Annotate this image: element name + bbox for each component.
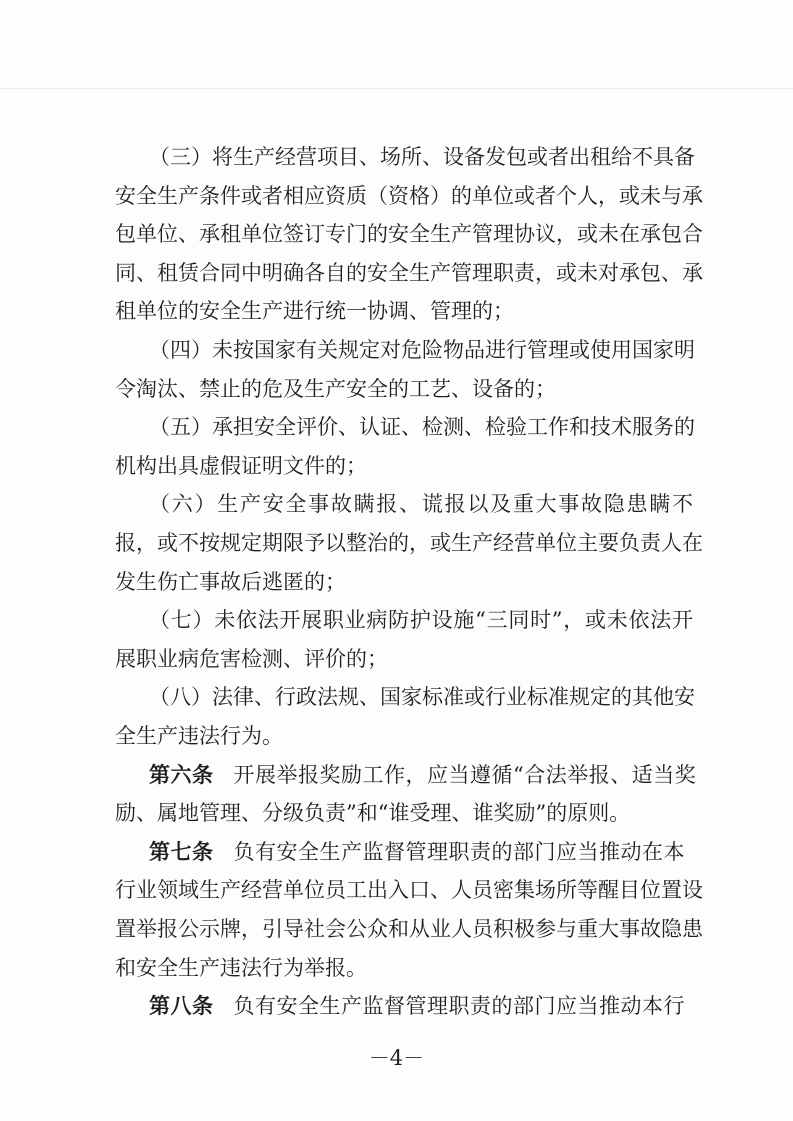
paragraph-line: 励、属地管理、分级负责”和“谁受理、谁奖励”的原则。	[115, 801, 631, 825]
paragraph-line: 行业领域生产经营单位员工出入口、人员密集场所等醒目位置设	[115, 878, 703, 902]
paragraph-line: 发生伤亡事故后逃匿的；	[115, 570, 346, 594]
paragraph-line: 令淘汰、禁止的危及生产安全的工艺、设备的；	[115, 377, 556, 401]
paragraph-line: 展职业病危害检测、评价的；	[115, 647, 388, 671]
paragraph-line: 全生产违法行为。	[115, 724, 283, 748]
page-number: －4－	[368, 1046, 425, 1070]
article-first-line	[115, 992, 693, 1020]
article-heading: 第七条	[149, 840, 214, 864]
paragraph-line: 租单位的安全生产进行统一协调、管理的；	[115, 299, 514, 323]
paragraph-line: （三）将生产经营项目、场所、设备发包或者出租给不具备	[149, 145, 695, 169]
article-text: 开展举报奖励工作，应当遵循“合法举报、适当奖	[233, 763, 697, 787]
scan-edge-line	[0, 88, 793, 89]
article-heading: 第八条	[149, 994, 214, 1018]
paragraph-line: 置举报公示牌，引导社会公众和从业人员积极参与重大事故隐患	[115, 917, 703, 941]
paragraph-line: （八）法律、行政法规、国家标准或行业标准规定的其他安	[149, 685, 695, 709]
article-heading: 第六条	[149, 763, 214, 787]
article-first-line	[115, 838, 693, 866]
paragraph-line: 包单位、承租单位签订专门的安全生产管理协议，或未在承包合	[115, 222, 703, 246]
paragraph-line: （四）未按国家有关规定对危险物品进行管理或使用国家明	[149, 338, 695, 362]
paragraph-line: 报，或不按规定期限予以整治的，或生产经营单位主要负责人在	[115, 531, 703, 555]
paragraph-line: 安全生产条件或者相应资质（资格）的单位或者个人，或未与承	[115, 184, 703, 208]
paragraph-line: （六）生产安全事故瞒报、谎报以及重大事故隐患瞒不	[149, 492, 693, 516]
article-text: 负有安全生产监督管理职责的部门应当推动在本	[233, 840, 685, 864]
paragraph-line: （七）未依法开展职业病防护设施“三同时”，或未依法开	[149, 608, 693, 632]
article-text: 负有安全生产监督管理职责的部门应当推动本行	[233, 994, 685, 1018]
paragraph-line: 同、租赁合同中明确各自的安全生产管理职责，或未对承包、承	[115, 261, 703, 285]
paragraph-line: 机构出具虚假证明文件的；	[115, 454, 367, 478]
paragraph-line: （五）承担安全评价、认证、检测、检验工作和技术服务的	[149, 415, 695, 439]
paragraph-line: 和安全生产违法行为举报。	[115, 956, 367, 980]
article-first-line	[115, 761, 697, 789]
